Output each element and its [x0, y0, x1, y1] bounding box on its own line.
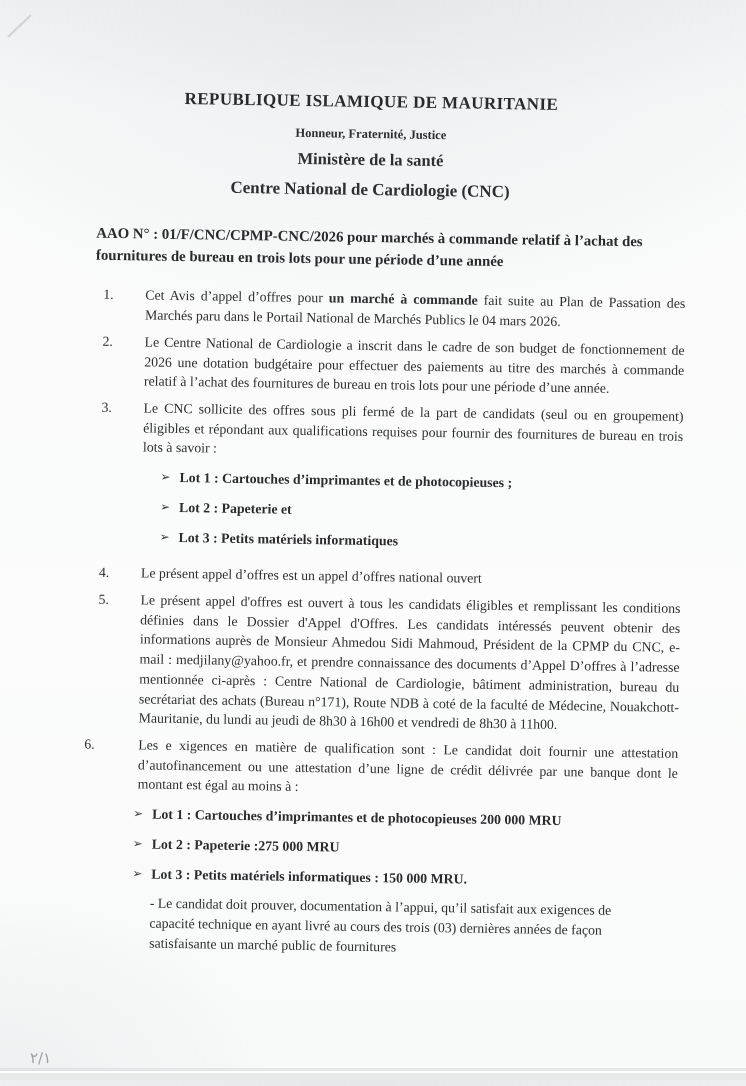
lot-amount-item-2 — [133, 834, 677, 862]
item-text: Le présent appel d'offres est ouvert à tous les candidats éligibles et remplissant les conditions définies dans le Dossier d'Appel d'Offres. Les candidats intéressés peuvent obtenir des informations auprès de Monsieur Ahmedou Sidi Mahmoud, Président de la CPMP du CNC, e-mail : medjilany@yahoo.fr, et prendre connaissance des documents d’Appel D’offres à l’adresse mentionnée ci-après : Centre National de Cardiologie, bâtiment administration, bureau du secrétariat des achats (Bureau n°171), Route NDB à coté de la faculté de Médecine, Nouakchott-Mauritanie, du lundi au jeudi de 8h30 à 16h00 et vendredi de 8h30 à 11h00. — [138, 592, 681, 733]
item-1-text-bold: un marché à commande — [328, 290, 478, 309]
item-number: 5. — [98, 591, 110, 607]
page-number: ٢/١ — [30, 1049, 52, 1067]
lot-text: Lot 2 : Papeterie :275 000 MRU — [151, 836, 340, 855]
list-item-1 — [103, 285, 686, 334]
list-item-4 — [99, 563, 681, 592]
arrow-bullet-icon: ➢ — [159, 529, 170, 544]
scan-edge-band — [0, 1071, 746, 1080]
item-number: 3. — [101, 399, 113, 415]
list-item-5 — [97, 590, 681, 737]
lot-item-2 — [160, 498, 682, 526]
item-number: 1. — [103, 287, 114, 303]
arrow-bullet-icon: ➢ — [133, 806, 144, 821]
lot-text: Lot 3 : Petits matériels informatiques : 150 000 MRU. — [151, 866, 468, 887]
lot-text: Lot 1 : Cartouches d’imprimantes et de photocopieuses ; — [179, 470, 513, 491]
lot-text: Lot 1 : Cartouches d’imprimantes et de photocopieuses 200 000 MRU — [152, 806, 562, 829]
item-number: 2. — [102, 333, 114, 349]
item-text: Le Centre National de Cardiologie a inscrit dans le cadre de son budget de fonctionnement de 2026 une dotation budgétaire pour effectuer des paiements au titre des marchés à commande relatif à l’achat des fournitures de bureau en trois lots pour une période d’une année. — [143, 334, 685, 397]
list-item-3 — [99, 398, 683, 565]
list-item-6 — [84, 735, 679, 962]
item-1-text-pre: Cet Avis d’appel d’offres pour — [145, 287, 329, 306]
lot-amount-item-3 — [132, 864, 676, 892]
arrow-bullet-icon: ➢ — [160, 469, 171, 485]
lot-item-3 — [159, 527, 681, 555]
notice-title: AAO N° : 01/F/CNC/CPMP-CNC/2026 pour marchés à commande relatif à l’achat des fournitures de bureau en trois lots pour une période d’une année — [95, 225, 643, 271]
item-text — [132, 735, 679, 961]
lot-text: Lot 3 : Petits matériels informatiques — [178, 529, 399, 549]
organization-title: Centre National de Cardiologie (CNC) — [230, 177, 510, 202]
lot-item-1 — [160, 468, 682, 496]
country-title: REPUBLIQUE ISLAMIQUE DE MAURITANIE — [184, 89, 559, 114]
item-text — [141, 398, 683, 565]
item-3-text: Le CNC sollicite des offres sous pli fermé de la part de candidats (seul ou en groupement) éligibles et répondant aux qualifications requises pour fournir des fournitures de bureau en trois lots à savoir : — [142, 400, 684, 457]
list-item-2 — [102, 332, 685, 400]
lot-amount-list — [132, 805, 677, 893]
qualification-note: - Le candidat doit prouver, documentation à l’appui, qu’il satisfait aux exigences de capacité technique en ayant livré au cours des trois (03) dernières années de façon satisfaisante un marché public de fournitures — [149, 895, 612, 955]
lot-text: Lot 2 : Papeterie et — [178, 499, 292, 517]
item-number: 6. — [84, 736, 95, 752]
arrow-bullet-icon: ➢ — [159, 499, 171, 514]
notice-items-list — [84, 285, 686, 961]
item-number: 4. — [98, 565, 110, 581]
ministry-title: Ministère de la santé — [297, 148, 444, 171]
item-6-text: Les e xigences en matière de qualification sont : Le candidat doit fournir une attestation d’autofinancement ou une attestation d’une ligne de crédit délivrée par une banque dont le montant est égal au moins à : — [137, 737, 679, 795]
arrow-bullet-icon: ➢ — [132, 865, 143, 881]
document-header — [0, 0, 746, 206]
item-text — [145, 286, 686, 334]
lot-amount-item-1 — [133, 805, 677, 833]
arrow-bullet-icon: ➢ — [132, 836, 143, 851]
item-1-text-post: fait suite au Plan de Passation des Marchés paru dans le Portail National de Marchés Publics le 04 mars 2026. — [144, 293, 686, 330]
national-motto: Honneur, Fraternité, Justice — [295, 125, 447, 143]
item-text: Le présent appel d’offres est un appel d’offres national ouvert — [140, 565, 482, 587]
lot-list — [159, 468, 682, 555]
